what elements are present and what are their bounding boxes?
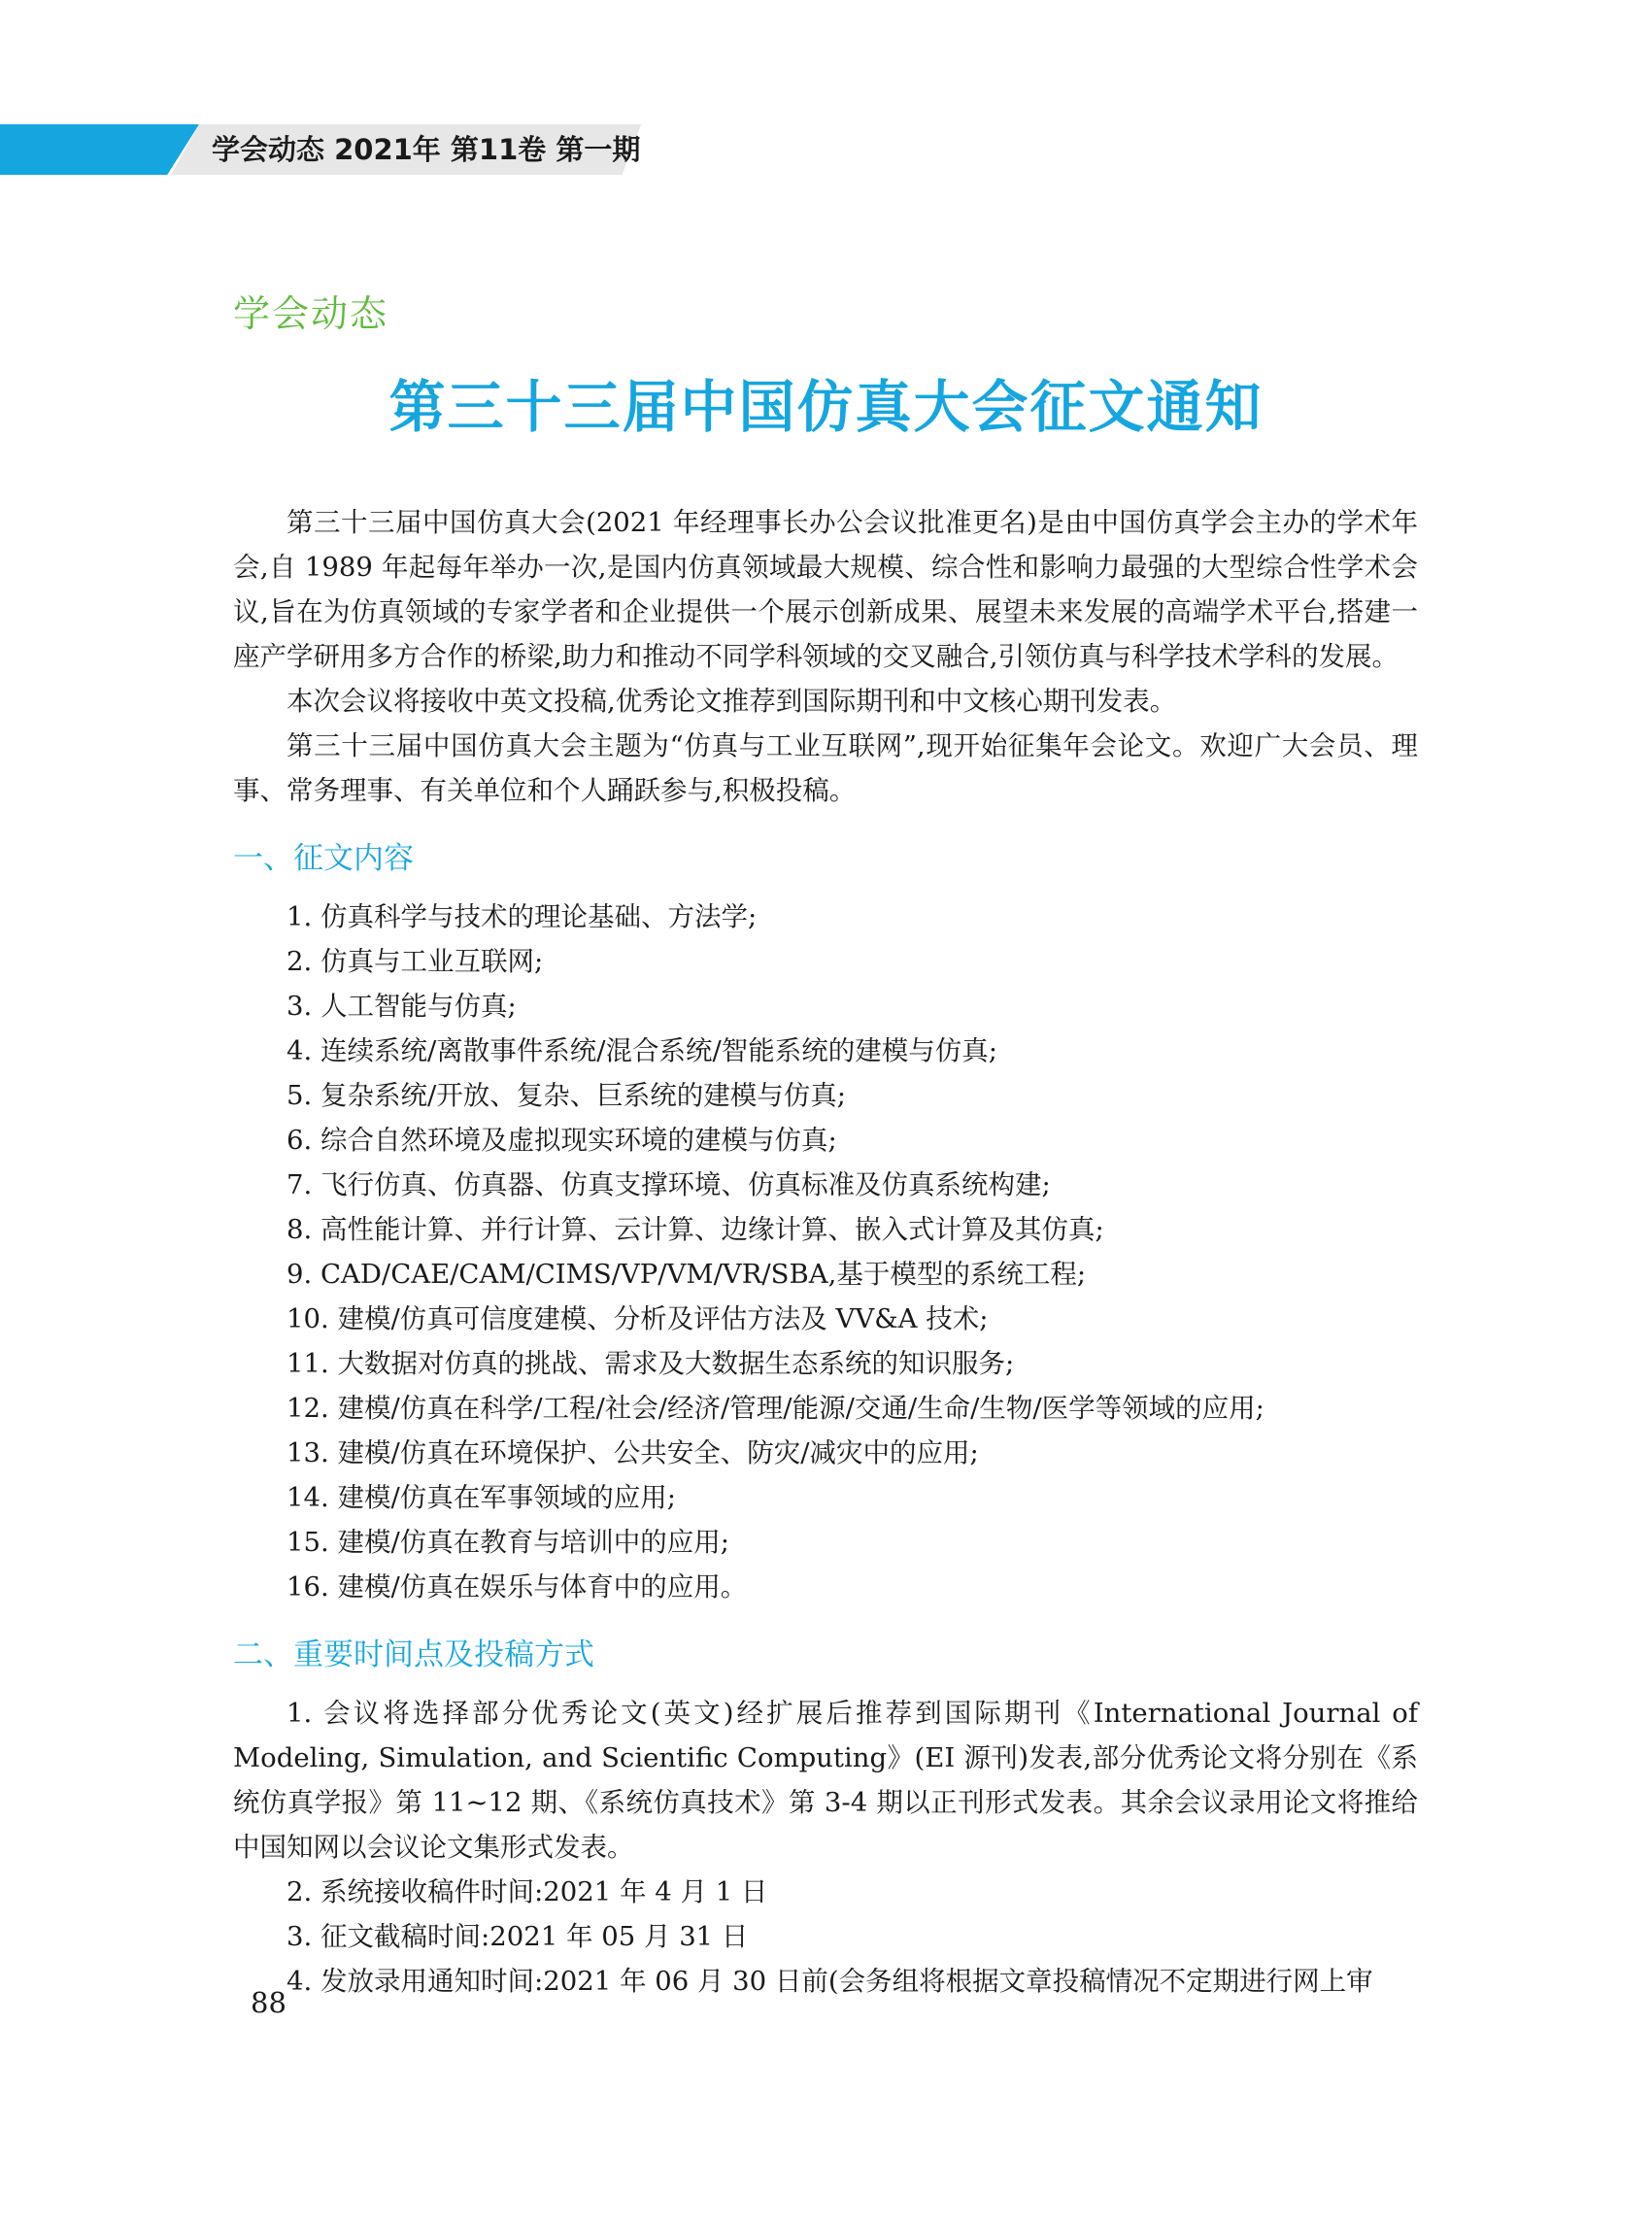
topic-item: 6. 综合自然环境及虚拟现实环境的建模与仿真; bbox=[287, 1125, 837, 1156]
topic-item: 10. 建模/仿真可信度建模、分析及评估方法及 VV&A 技术; bbox=[287, 1303, 989, 1334]
topic-list bbox=[233, 894, 1418, 1609]
deadline-paragraph: 3. 征文截稿时间:2021 年 05 月 31 日 bbox=[287, 1921, 749, 1952]
article-title: 第三十三届中国仿真大会征文通知 bbox=[388, 374, 1264, 440]
running-title: 学会动态 2021年 第11卷 第一期 bbox=[212, 133, 641, 166]
topic-item: 7. 飞行仿真、仿真器、仿真支撑环境、仿真标准及仿真系统构建; bbox=[287, 1169, 1051, 1200]
topic-item: 5. 复杂系统/开放、复杂、巨系统的建模与仿真; bbox=[287, 1080, 847, 1111]
topic-item: 12. 建模/仿真在科学/工程/社会/经济/管理/能源/交通/生命/生物/医学等领域的应用; bbox=[287, 1393, 1264, 1424]
intro-paragraph: 第三十三届中国仿真大会(2021 年经理事长办公会议批准更名)是由中国仿真学会主办的学术年会,自 1989 年起每年举办一次,是国内仿真领域最大规模、综合性和影响力最强的大型综合性学术会议,旨在为仿真领域的专家学者和企业提供一个展示创新成果、展望未来发展的高端学术平台,搭建一座产学研用多方合作的桥梁,助力和推动不同学科领域的交叉融合,引领仿真与科学技术学科的发展。 bbox=[233, 507, 1418, 672]
page-number: 88 bbox=[251, 1986, 287, 2019]
topic-item: 15. 建模/仿真在教育与培训中的应用; bbox=[287, 1527, 730, 1558]
topic-item: 14. 建模/仿真在军事领域的应用; bbox=[287, 1482, 677, 1513]
topic-item: 2. 仿真与工业互联网; bbox=[287, 946, 544, 977]
topic-item: 9. CAD/CAE/CAM/CIMS/VP/VM/VR/SBA,基于模型的系统工程; bbox=[287, 1259, 1087, 1290]
intro-paragraph: 本次会议将接收中英文投稿,优秀论文推荐到国际期刊和中文核心期刊发表。 bbox=[287, 686, 1177, 717]
topic-item: 11. 大数据对仿真的挑战、需求及大数据生态系统的知识服务; bbox=[287, 1348, 1015, 1379]
section-heading-deadlines: 二、重要时间点及投稿方式 bbox=[233, 1637, 594, 1672]
topic-item: 8. 高性能计算、并行计算、云计算、边缘计算、嵌入式计算及其仿真; bbox=[287, 1214, 1104, 1245]
section-label: 学会动态 bbox=[233, 292, 389, 335]
topic-item: 16. 建模/仿真在娱乐与体育中的应用。 bbox=[287, 1571, 748, 1602]
topic-item: 4. 连续系统/离散事件系统/混合系统/智能系统的建模与仿真; bbox=[287, 1035, 998, 1066]
topic-item: 1. 仿真科学与技术的理论基础、方法学; bbox=[287, 901, 758, 932]
deadline-paragraph: 1. 会议将选择部分优秀论文(英文)经扩展后推荐到国际期刊《International Journal of Modeling, Simulation, and Scientific Computing》(EI 源刊)发表,部分优秀论文将分别在《系统仿真学报》第 11~12 期、《系统仿真技术》第 3-4 期以正刊形式发表。其余会议录用论文将推给中国知网以会议论文集形式发表。 bbox=[233, 1698, 1418, 1863]
topic-item: 3. 人工智能与仿真; bbox=[287, 991, 517, 1022]
deadline-paragraph: 2. 系统接收稿件时间:2021 年 4 月 1 日 bbox=[287, 1876, 768, 1907]
deadline-paragraph: 4. 发放录用通知时间:2021 年 06 月 30 日前(会务组将根据文章投稿情况不定期进行网上审 bbox=[287, 1966, 1373, 1997]
header-accent-band bbox=[0, 124, 199, 175]
topic-item: 13. 建模/仿真在环境保护、公共安全、防灾/减灾中的应用; bbox=[287, 1437, 979, 1468]
intro-paragraph: 第三十三届中国仿真大会主题为“仿真与工业互联网”,现开始征集年会论文。欢迎广大会员、理事、常务理事、有关单位和个人踊跃参与,积极投稿。 bbox=[233, 730, 1418, 806]
section-heading-call-for-papers: 一、征文内容 bbox=[233, 841, 414, 876]
article-body bbox=[233, 500, 1418, 2004]
running-header bbox=[0, 124, 641, 175]
